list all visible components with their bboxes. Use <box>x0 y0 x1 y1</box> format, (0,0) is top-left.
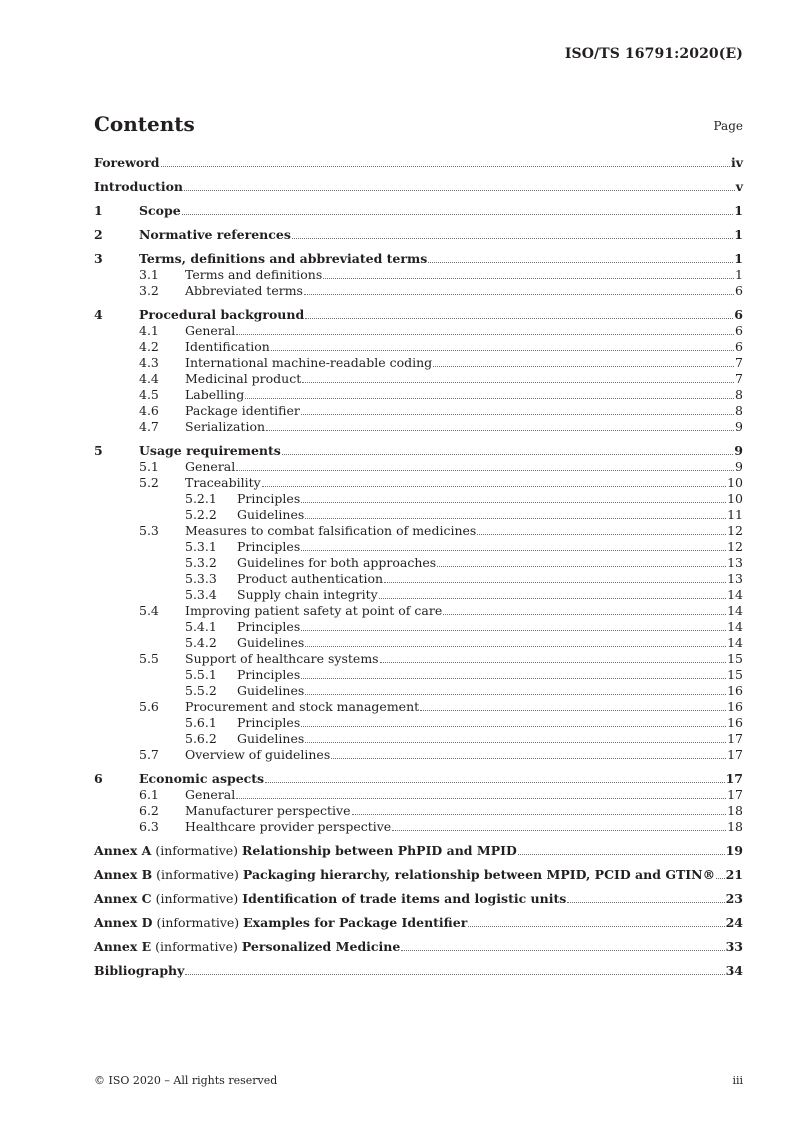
dot-leader <box>236 470 734 471</box>
annex-normative-status: (informative) <box>152 915 244 930</box>
toc-entry[interactable] <box>94 267 743 283</box>
toc-entry-page: 15 <box>727 667 743 682</box>
toc-entry-number: 5.3.2 <box>185 555 217 570</box>
toc-entry-page: iv <box>730 155 743 170</box>
page-title: Contents <box>94 112 195 136</box>
toc-entry-page: 18 <box>727 803 743 818</box>
dot-leader <box>305 318 733 319</box>
toc-entry[interactable] <box>94 635 743 651</box>
toc-entry-page: 16 <box>727 715 743 730</box>
toc-entry[interactable] <box>94 651 743 667</box>
toc-entry-number: 4.2 <box>139 339 159 354</box>
dot-leader <box>392 830 726 831</box>
toc-entry-page: 24 <box>725 915 743 930</box>
toc-entry-page: 12 <box>727 539 743 554</box>
toc-entry-number: 5.4.1 <box>185 619 217 634</box>
toc-entry-number: 5.4 <box>139 603 159 618</box>
toc-entry[interactable] <box>94 667 743 683</box>
toc-entry-page: 8 <box>735 403 743 418</box>
toc-entry-title: General <box>185 787 236 802</box>
dot-leader <box>265 782 725 783</box>
toc-entry[interactable] <box>94 355 743 371</box>
dot-leader <box>468 926 724 927</box>
toc-entry[interactable] <box>94 339 743 355</box>
toc-entry[interactable] <box>94 843 743 859</box>
toc-entry-number: 5.5.2 <box>185 683 217 698</box>
toc-entry-title: Procedural background <box>139 307 305 322</box>
toc-entry[interactable] <box>94 443 743 459</box>
toc-entry-title: Guidelines <box>237 507 305 522</box>
toc-entry-number: 5.2.1 <box>185 491 217 506</box>
toc-entry-title: Usage requirements <box>139 443 281 458</box>
toc-entry-number: 4.5 <box>139 387 159 402</box>
dot-leader <box>433 366 734 367</box>
toc-entry-title: Introduction <box>94 179 184 194</box>
toc-entry-number: 5.5 <box>139 651 159 666</box>
annex-normative-status: (informative) <box>151 891 243 906</box>
toc-entry-title <box>94 915 467 931</box>
toc-entry-page: 18 <box>727 819 743 834</box>
toc-entry-title <box>94 939 400 955</box>
toc-entry[interactable] <box>94 283 743 299</box>
toc-entry-number: 5.2 <box>139 475 159 490</box>
toc-entry[interactable] <box>94 539 743 555</box>
dot-leader <box>266 430 734 431</box>
toc-entry-title: Terms and definitions <box>185 267 323 282</box>
toc-entry-page: 15 <box>727 651 743 666</box>
toc-entry[interactable] <box>94 323 743 339</box>
annex-label: Annex D <box>94 915 153 930</box>
toc-entry[interactable] <box>94 619 743 635</box>
toc-entry-number: 6 <box>94 771 103 786</box>
toc-entry-page: 17 <box>725 771 743 786</box>
toc-entry-page: 13 <box>727 571 743 586</box>
toc-entry-title: Principles <box>237 491 301 506</box>
toc-entry[interactable] <box>94 787 743 803</box>
table-of-contents <box>94 155 743 979</box>
dot-leader <box>352 814 727 815</box>
toc-entry-title: Serialization <box>185 419 266 434</box>
toc-entry[interactable] <box>94 747 743 763</box>
toc-entry[interactable] <box>94 307 743 323</box>
toc-entry-page: v <box>735 179 743 194</box>
toc-entry-number: 3.2 <box>139 283 159 298</box>
dot-leader <box>301 550 726 551</box>
toc-entry-page: 13 <box>727 555 743 570</box>
toc-entry-number: 4 <box>94 307 103 322</box>
toc-entry[interactable] <box>94 475 743 491</box>
toc-entry-page: 10 <box>727 491 743 506</box>
toc-entry-page: 8 <box>735 387 743 402</box>
toc-entry-page: 6 <box>735 339 743 354</box>
toc-entry-number: 6.2 <box>139 803 159 818</box>
toc-entry-title: Procurement and stock management <box>185 699 420 714</box>
toc-entry-number: 4.4 <box>139 371 159 386</box>
toc-entry[interactable] <box>94 155 743 171</box>
toc-entry-title: Foreword <box>94 155 160 170</box>
toc-entry[interactable] <box>94 419 743 435</box>
toc-entry-title: Economic aspects <box>139 771 265 786</box>
toc-entry-title: Principles <box>237 619 301 634</box>
toc-entry-title: Overview of guidelines <box>185 747 331 762</box>
toc-entry-page: 11 <box>727 507 743 522</box>
toc-entry[interactable] <box>94 803 743 819</box>
toc-entry[interactable] <box>94 491 743 507</box>
annex-label: Annex E <box>94 939 152 954</box>
annex-normative-status: (informative) <box>151 843 243 858</box>
toc-entry-number: 5.5.1 <box>185 667 217 682</box>
toc-entry-page: 1 <box>734 251 743 266</box>
toc-entry-title: Product authentication <box>237 571 384 586</box>
dot-leader <box>301 414 734 415</box>
annex-normative-status: (informative) <box>151 939 242 954</box>
toc-entry[interactable] <box>94 459 743 475</box>
dot-leader <box>185 974 724 975</box>
dot-leader <box>236 334 734 335</box>
toc-entry-title <box>94 867 715 883</box>
dot-leader <box>384 582 726 583</box>
dot-leader <box>401 950 724 951</box>
toc-entry-title: Traceability <box>185 475 261 490</box>
page-column-label: Page <box>713 119 743 133</box>
toc-entry-page: 1 <box>734 203 743 218</box>
dot-leader <box>428 262 733 263</box>
toc-entry-title: Guidelines <box>237 731 305 746</box>
toc-entry-number: 6.3 <box>139 819 159 834</box>
toc-entry-title: Improving patient safety at point of care <box>185 603 443 618</box>
dot-leader <box>301 630 726 631</box>
dot-leader <box>245 398 734 399</box>
toc-entry[interactable] <box>94 587 743 603</box>
toc-entry-title: Guidelines for both approaches <box>237 555 437 570</box>
toc-entry-title: Abbreviated terms <box>185 283 303 298</box>
toc-entry-number: 5.2.2 <box>185 507 217 522</box>
toc-entry-title: Medicinal product <box>185 371 302 386</box>
dot-leader <box>437 566 726 567</box>
toc-entry[interactable] <box>94 251 743 267</box>
dot-leader <box>302 382 734 383</box>
dot-leader <box>477 534 726 535</box>
toc-entry[interactable] <box>94 939 743 955</box>
toc-entry-number: 3.1 <box>139 267 159 282</box>
toc-entry[interactable] <box>94 963 743 979</box>
toc-entry[interactable] <box>94 771 743 787</box>
toc-entry-page: 17 <box>727 747 743 762</box>
toc-entry-page: 16 <box>727 699 743 714</box>
toc-entry-title: Manufacturer perspective <box>185 803 351 818</box>
dot-leader <box>305 742 726 743</box>
toc-entry[interactable] <box>94 915 743 931</box>
dot-leader <box>236 798 726 799</box>
toc-entry-page: 14 <box>727 603 743 618</box>
toc-entry-page: 7 <box>735 371 743 386</box>
toc-entry-title: General <box>185 323 236 338</box>
toc-entry-title <box>94 891 566 907</box>
toc-entry-number: 4.7 <box>139 419 159 434</box>
dot-leader <box>292 238 733 239</box>
document-code: ISO/TS 16791:2020(E) <box>564 46 743 62</box>
dot-leader <box>331 758 726 759</box>
copyright-notice: © ISO 2020 – All rights reserved <box>94 1074 278 1087</box>
toc-entry-title: Package identifier <box>185 403 300 418</box>
toc-entry[interactable] <box>94 555 743 571</box>
toc-entry-page: 23 <box>725 891 743 906</box>
toc-entry-title: General <box>185 459 236 474</box>
toc-entry-title: Principles <box>237 715 301 730</box>
annex-label: Annex C <box>94 891 152 906</box>
toc-entry-number: 3 <box>94 251 103 266</box>
dot-leader <box>301 726 726 727</box>
toc-entry-page: 9 <box>735 419 743 434</box>
annex-label: Annex A <box>94 843 152 858</box>
toc-entry-page: 12 <box>727 523 743 538</box>
toc-entry-number: 4.6 <box>139 403 159 418</box>
dot-leader <box>304 294 734 295</box>
toc-entry[interactable] <box>94 891 743 907</box>
dot-leader <box>443 614 726 615</box>
toc-entry-title: Terms, definitions and abbreviated terms <box>139 251 428 266</box>
dot-leader <box>301 502 726 503</box>
toc-entry-page: 16 <box>727 683 743 698</box>
toc-entry[interactable] <box>94 731 743 747</box>
toc-entry[interactable] <box>94 867 743 883</box>
toc-entry-page: 14 <box>727 619 743 634</box>
dot-leader <box>305 646 726 647</box>
annex-title: Examples for Package Identifier <box>243 915 468 930</box>
annex-label: Annex B <box>94 867 153 882</box>
dot-leader <box>567 902 724 903</box>
toc-entry-number: 6.1 <box>139 787 159 802</box>
dot-leader <box>305 518 726 519</box>
toc-entry[interactable] <box>94 571 743 587</box>
toc-entry-page: 19 <box>725 843 743 858</box>
toc-entry-number: 5.4.2 <box>185 635 217 650</box>
toc-entry-number: 5.3.4 <box>185 587 217 602</box>
toc-entry-title: Guidelines <box>237 635 305 650</box>
toc-entry-title: Principles <box>237 667 301 682</box>
toc-entry-title: Scope <box>139 203 181 218</box>
dot-leader <box>262 486 726 487</box>
toc-entry-page: 9 <box>735 459 743 474</box>
toc-entry-title: Support of healthcare systems <box>185 651 379 666</box>
toc-entry[interactable] <box>94 179 743 195</box>
annex-title: Packaging hierarchy, relationship between MPID, PCID and GTIN® <box>242 867 716 882</box>
dot-leader <box>271 350 734 351</box>
dot-leader <box>323 278 734 279</box>
toc-entry-number: 5.3 <box>139 523 159 538</box>
toc-entry-title: Measures to combat falsification of medicines <box>185 523 477 538</box>
dot-leader <box>380 662 727 663</box>
toc-entry-title: Labelling <box>185 387 245 402</box>
toc-entry-title: International machine-readable coding <box>185 355 433 370</box>
page-number: iii <box>732 1074 743 1087</box>
toc-entry[interactable] <box>94 819 743 835</box>
toc-entry-number: 2 <box>94 227 103 242</box>
toc-entry-page: 34 <box>725 963 743 978</box>
toc-entry-title <box>94 843 517 859</box>
dot-leader <box>161 166 730 167</box>
toc-entry-page: 1 <box>734 227 743 242</box>
dot-leader <box>182 214 734 215</box>
toc-entry[interactable] <box>94 403 743 419</box>
toc-entry[interactable] <box>94 603 743 619</box>
toc-entry[interactable] <box>94 387 743 403</box>
toc-entry[interactable] <box>94 507 743 523</box>
toc-entry-title: Principles <box>237 539 301 554</box>
toc-entry[interactable] <box>94 203 743 219</box>
annex-title: Relationship between PhPID and MPID <box>242 843 517 858</box>
toc-entry-title: Normative references <box>139 227 291 242</box>
toc-entry-page: 6 <box>735 323 743 338</box>
toc-entry[interactable] <box>94 227 743 243</box>
toc-entry-page: 9 <box>734 443 743 458</box>
annex-title: Personalized Medicine <box>241 939 401 954</box>
toc-entry[interactable] <box>94 523 743 539</box>
toc-entry-page: 7 <box>735 355 743 370</box>
toc-entry-number: 5 <box>94 443 103 458</box>
toc-entry-number: 5.3.3 <box>185 571 217 586</box>
toc-entry-page: 6 <box>734 307 743 322</box>
dot-leader <box>716 878 725 879</box>
toc-entry[interactable] <box>94 715 743 731</box>
dot-leader <box>420 710 726 711</box>
dot-leader <box>379 598 726 599</box>
annex-title: Identification of trade items and logistic units <box>242 891 567 906</box>
toc-entry-title: Healthcare provider perspective <box>185 819 392 834</box>
toc-entry-title: Bibliography <box>94 963 185 978</box>
toc-entry-number: 4.1 <box>139 323 159 338</box>
toc-entry-page: 10 <box>727 475 743 490</box>
toc-entry-title: Identification <box>185 339 270 354</box>
toc-entry-page: 14 <box>727 587 743 602</box>
annex-normative-status: (informative) <box>152 867 243 882</box>
dot-leader <box>282 454 733 455</box>
dot-leader <box>518 854 725 855</box>
dot-leader <box>184 190 735 191</box>
toc-entry-page: 21 <box>725 867 743 882</box>
toc-entry-number: 5.7 <box>139 747 159 762</box>
toc-entry-number: 5.6.1 <box>185 715 217 730</box>
toc-entry-page: 6 <box>735 283 743 298</box>
toc-entry-title: Guidelines <box>237 683 305 698</box>
toc-entry-number: 5.6.2 <box>185 731 217 746</box>
toc-entry-number: 1 <box>94 203 103 218</box>
toc-entry-page: 33 <box>725 939 743 954</box>
dot-leader <box>301 678 726 679</box>
toc-entry-page: 1 <box>735 267 743 282</box>
dot-leader <box>305 694 726 695</box>
toc-entry-page: 14 <box>727 635 743 650</box>
toc-entry-number: 5.6 <box>139 699 159 714</box>
toc-entry-title: Supply chain integrity <box>237 587 378 602</box>
toc-entry-number: 5.1 <box>139 459 159 474</box>
toc-entry-number: 5.3.1 <box>185 539 217 554</box>
toc-entry[interactable] <box>94 699 743 715</box>
toc-entry-page: 17 <box>727 787 743 802</box>
toc-entry[interactable] <box>94 371 743 387</box>
toc-entry-page: 17 <box>727 731 743 746</box>
toc-entry[interactable] <box>94 683 743 699</box>
toc-entry-number: 4.3 <box>139 355 159 370</box>
